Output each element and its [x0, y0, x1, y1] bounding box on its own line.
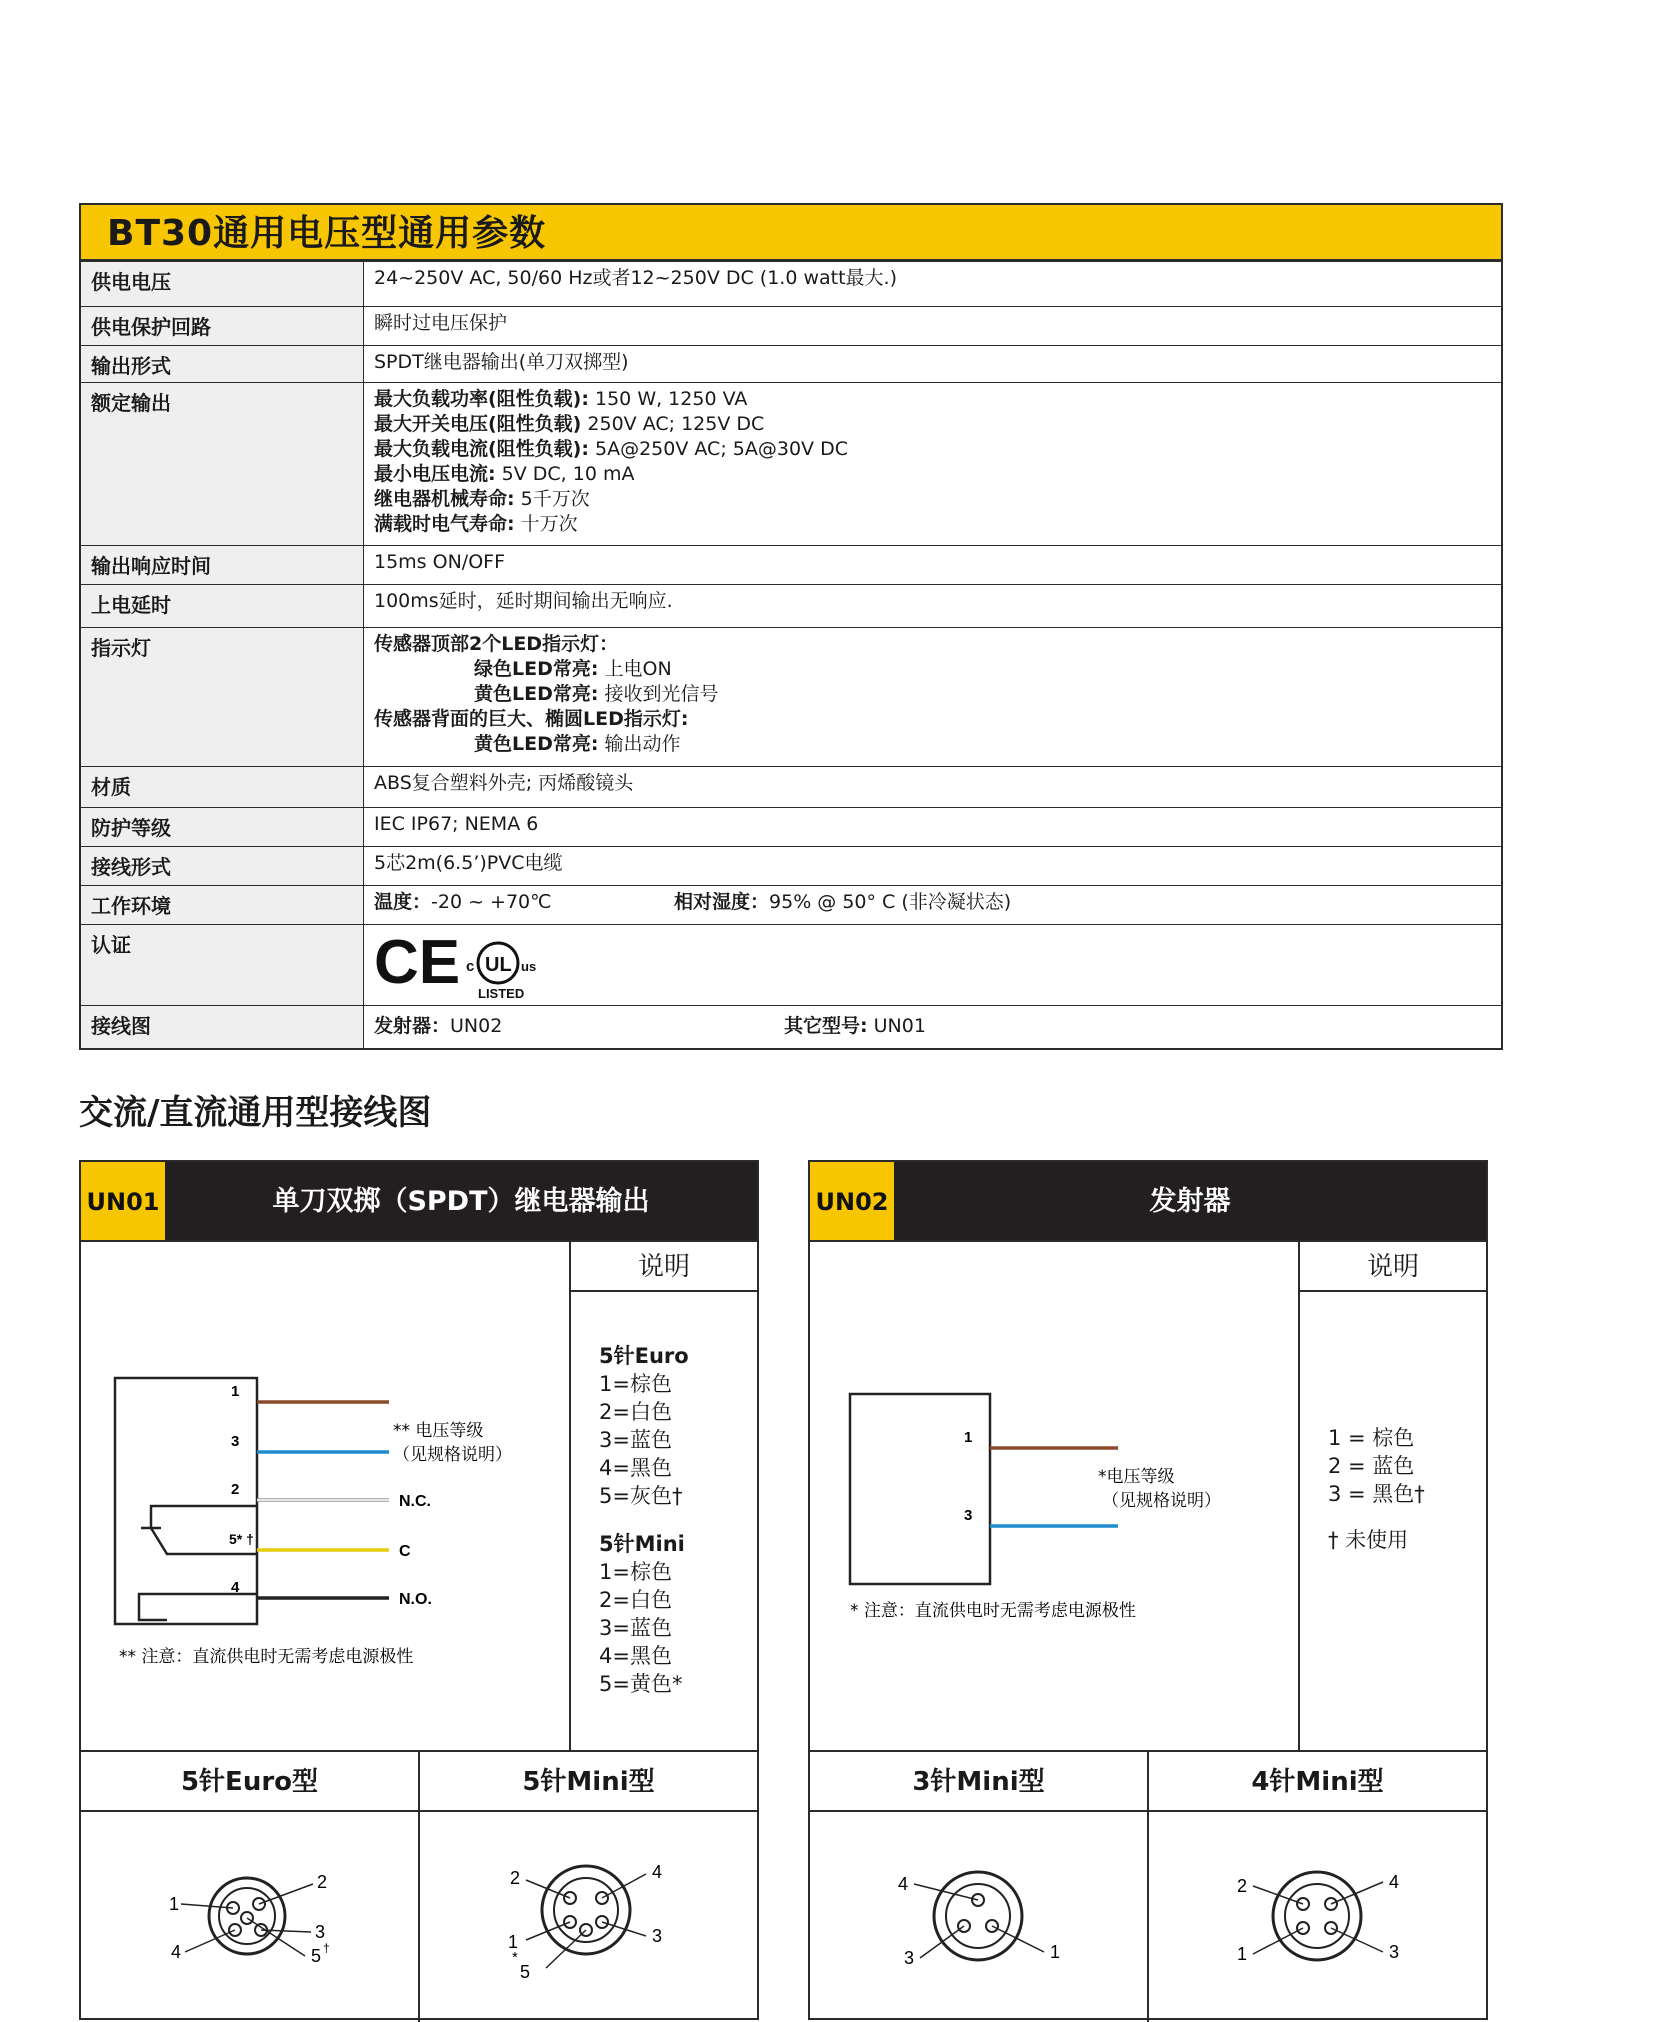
- connector-euro5: 5针Euro型 2 1 3 4 5 †: [81, 1752, 420, 2022]
- wiring-body: [81, 1240, 757, 1752]
- wiring-body: [810, 1240, 1486, 1752]
- svg-text:*电压等级: *电压等级: [1098, 1467, 1175, 1487]
- spec-value: 瞬时过电压保护: [374, 312, 508, 334]
- connector-mini3: 3针Mini型 4 1 3: [810, 1752, 1149, 2022]
- spec-row: [81, 382, 1501, 545]
- svg-text:3: 3: [652, 1926, 663, 1946]
- svg-text:4: 4: [231, 1579, 240, 1596]
- svg-text:** 注意：直流供电时无需考虑电源极性: ** 注意：直流供电时无需考虑电源极性: [119, 1647, 414, 1667]
- spec-row: [81, 545, 1501, 584]
- svg-text:4: 4: [652, 1862, 663, 1882]
- wiring-description: 说明 1 = 棕色 2 = 蓝色 3 = 黑色† † 未使用: [1298, 1242, 1486, 1752]
- wiring-title: 单刀双掷（SPDT）继电器输出: [272, 1186, 650, 1217]
- spec-value: 24~250V AC, 50/60 Hz或者12~250V DC (1.0 watt最大.): [374, 267, 898, 289]
- spec-table: [79, 203, 1503, 1050]
- svg-text:3: 3: [904, 1948, 915, 1968]
- wiring-un02: [808, 1160, 1488, 2020]
- spec-label: 材质: [81, 767, 364, 807]
- svg-text:us: us: [521, 959, 537, 974]
- euro5-pinout-icon: [81, 1812, 419, 2022]
- wiring-title: 发射器: [1149, 1186, 1231, 1217]
- connector-mini4: 4针Mini型 2 4 1 3: [1149, 1752, 1486, 2022]
- wiring-description: 说明 5针Euro 1=棕色 2=白色 3=蓝色 4=黑色 5=灰色† 5针Mini 1=棕色 2=白色 3=蓝色 4=黑色 5=黄色*: [569, 1242, 757, 1752]
- svg-text:（见规格说明）: （见规格说明）: [393, 1445, 512, 1465]
- svg-text:3: 3: [964, 1507, 973, 1524]
- spec-value: 100ms延时，延时期间输出无响应.: [374, 590, 673, 612]
- spec-label: 接线图: [81, 1006, 364, 1048]
- connector-row: [81, 1750, 757, 2022]
- svg-text:*: *: [512, 1949, 518, 1966]
- svg-text:N.O.: N.O.: [399, 1591, 432, 1608]
- svg-text:C: C: [399, 1543, 411, 1560]
- wiring-code: UN01: [81, 1162, 165, 1240]
- connector-mini5: 5针Mini型 2 4 1 3 * 5: [420, 1752, 757, 2022]
- spec-value: 15ms ON/OFF: [374, 551, 506, 573]
- spec-label: 工作环境: [81, 886, 364, 924]
- spec-label: 供电保护回路: [81, 307, 364, 345]
- spec-label: 防护等级: [81, 808, 364, 846]
- spec-row: [81, 885, 1501, 924]
- emitter-wiring-diagram: [810, 1242, 1300, 1752]
- spec-row: [81, 766, 1501, 807]
- spec-label: 输出形式: [81, 346, 364, 382]
- connector-row: [810, 1750, 1486, 2022]
- spec-value: IEC IP67; NEMA 6: [374, 813, 539, 835]
- ce-mark-icon: CE: [374, 928, 461, 997]
- svg-text:（见规格说明）: （见规格说明）: [1102, 1491, 1221, 1511]
- spec-label: 额定输出: [81, 383, 364, 545]
- spec-value: 传感器顶部2个LED指示灯： 绿色LED常亮: 上电ON 黄色LED常亮: 接收到光信号 传感器背面的巨大、椭圆LED指示灯: 黄色LED常亮: 输出动作: [374, 633, 719, 755]
- section-title: 交流/直流通用型接线图: [79, 1093, 432, 1133]
- mini3-pinout-icon: [810, 1812, 1148, 2022]
- description-header: 说明: [571, 1242, 757, 1292]
- svg-text:1: 1: [508, 1932, 519, 1952]
- spec-title: BT30通用电压型通用参数: [81, 205, 1501, 261]
- svg-text:3: 3: [1389, 1942, 1400, 1962]
- svg-text:5: 5: [520, 1962, 531, 1982]
- spec-label: 接线形式: [81, 847, 364, 885]
- spec-row: [81, 627, 1501, 766]
- svg-text:N.C.: N.C.: [399, 1493, 431, 1510]
- svg-text:c: c: [466, 958, 475, 975]
- spec-row: [81, 807, 1501, 846]
- wiring-header: [81, 1162, 757, 1240]
- mini5-pinout-icon: [420, 1812, 758, 2022]
- spec-value: ABS复合塑料外壳; 丙烯酸镜头: [374, 772, 634, 794]
- spec-label: 认证: [81, 925, 364, 1005]
- svg-text:3: 3: [231, 1433, 240, 1450]
- spec-row: [81, 306, 1501, 345]
- svg-text:1: 1: [231, 1383, 240, 1400]
- svg-text:1: 1: [1237, 1944, 1248, 1964]
- svg-text:2: 2: [231, 1481, 240, 1498]
- spec-row: [81, 345, 1501, 382]
- description-header: 说明: [1300, 1242, 1486, 1292]
- spec-value: 最大负载功率(阻性负载): 150 W, 1250 VA 最大开关电压(阻性负载) 250V AC; 125V DC 最大负载电流(阻性负载): 5A@250V AC; 5A@30V DC 最小电压电流: 5V DC, 10 mA 继电器机械寿命: 5千万次 满载时电气寿命: 十万次: [374, 388, 848, 535]
- certification-logos: [364, 925, 1501, 1005]
- svg-text:3: 3: [315, 1922, 326, 1942]
- spec-label: 供电电压: [81, 262, 364, 306]
- wiring-header: [810, 1162, 1486, 1240]
- spec-label: 上电延时: [81, 585, 364, 627]
- spec-row: [81, 924, 1501, 1005]
- spec-label: 指示灯: [81, 628, 364, 766]
- svg-text:1: 1: [169, 1894, 180, 1914]
- svg-text:2: 2: [510, 1868, 521, 1888]
- spec-value: 5芯2m(6.5’)PVC电缆: [374, 852, 563, 874]
- svg-text:4: 4: [898, 1874, 909, 1894]
- spec-row: [81, 261, 1501, 306]
- svg-text:5* †: 5* †: [229, 1531, 254, 1547]
- svg-text:UL: UL: [485, 954, 512, 976]
- certification-marks-icon: [374, 927, 574, 1003]
- spec-row: [81, 846, 1501, 885]
- wiring-un01: [79, 1160, 759, 2020]
- spec-row: [81, 1005, 1501, 1048]
- svg-text:* 注意：直流供电时无需考虑电源极性: * 注意：直流供电时无需考虑电源极性: [850, 1601, 1136, 1621]
- spec-row: [81, 584, 1501, 627]
- svg-text:2: 2: [317, 1872, 328, 1892]
- spec-value: 发射器：UN02 其它型号: UN01: [374, 1015, 926, 1037]
- svg-text:LISTED: LISTED: [478, 986, 525, 1001]
- svg-text:1: 1: [1050, 1942, 1061, 1962]
- wiring-code: UN02: [810, 1162, 894, 1240]
- mini4-pinout-icon: [1149, 1812, 1487, 2022]
- spec-label: 输出响应时间: [81, 546, 364, 584]
- svg-text:†: †: [323, 1941, 330, 1955]
- svg-text:** 电压等级: ** 电压等级: [393, 1421, 484, 1441]
- relay-wiring-diagram: [81, 1242, 571, 1752]
- svg-text:4: 4: [1389, 1872, 1400, 1892]
- spec-value: SPDT继电器输出(单刀双掷型): [374, 351, 629, 373]
- svg-text:2: 2: [1237, 1876, 1248, 1896]
- svg-text:5: 5: [311, 1946, 322, 1966]
- svg-text:1: 1: [964, 1429, 973, 1446]
- spec-value: 温度：-20 ~ +70℃ 相对湿度：95% @ 50° C (非冷凝状态): [374, 891, 1012, 913]
- svg-text:4: 4: [171, 1942, 182, 1962]
